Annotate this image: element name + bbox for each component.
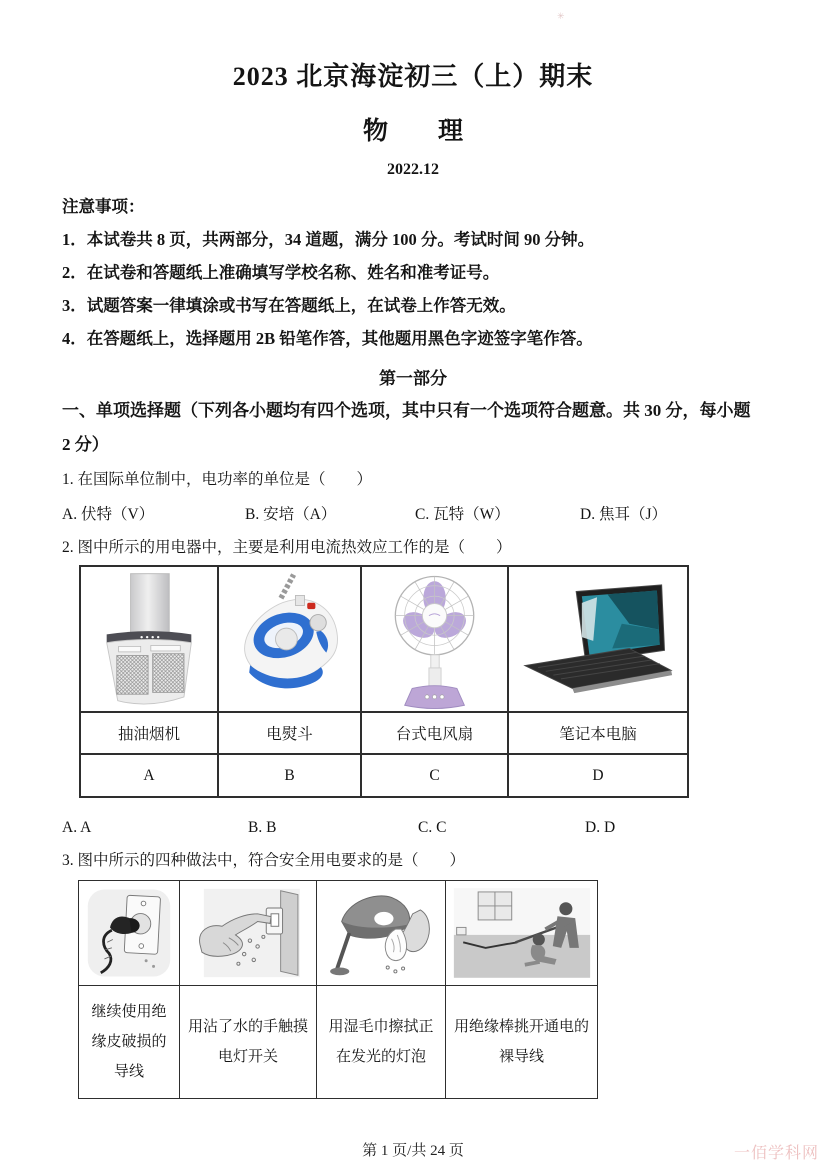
appliance-letter: C bbox=[361, 754, 508, 797]
question-1-options bbox=[62, 502, 764, 524]
wet-towel-wiping-lit-lamp-image bbox=[327, 885, 435, 981]
table-cell bbox=[317, 881, 446, 986]
page-content bbox=[0, 56, 826, 1099]
site-watermark: 一佰学科网 bbox=[733, 1145, 819, 1162]
practice-caption: 继续使用绝缘皮破损的导线 bbox=[79, 986, 180, 1099]
question-2-text: 2. 图中所示的用电器中，主要是利用电流热效应工作的是（ ） bbox=[62, 539, 512, 556]
practice-caption: 用沾了水的手触摸电灯开关 bbox=[180, 986, 317, 1099]
part1-heading: 第一部分 bbox=[379, 369, 447, 388]
scan-artifact-mark: ✳ bbox=[557, 11, 565, 21]
table-cell bbox=[508, 566, 688, 712]
table-cell bbox=[361, 566, 508, 712]
q1-option-a: A. 伏特（V） bbox=[62, 506, 155, 523]
table-cell bbox=[79, 881, 180, 986]
section-title-line2: 2 分） bbox=[62, 435, 109, 454]
table-cell bbox=[218, 566, 361, 712]
subject-title: 物 理 bbox=[362, 118, 463, 145]
wet-hand-touching-switch-image bbox=[187, 885, 309, 981]
q1-option-d: D. 焦耳（J） bbox=[580, 506, 667, 523]
insulated-rod-lifting-live-wire-image bbox=[452, 885, 592, 981]
question-3-table bbox=[78, 880, 598, 1099]
note-item-4: 4．在答题纸上，选择题用 2B 铅笔作答，其他题用黑色字迹签字笔作答。 bbox=[62, 329, 593, 348]
q2-answer-a: A. A bbox=[62, 819, 92, 836]
table-cell bbox=[446, 881, 598, 986]
q2-answer-b: B. B bbox=[248, 819, 277, 836]
q1-option-b: B. 安培（A） bbox=[245, 506, 337, 523]
appliance-letter: D bbox=[508, 754, 688, 797]
section-title-line1: 一、单项选择题（下列各小题均有四个选项，其中只有一个选项符合题意。共 30 分，每小题 bbox=[62, 401, 751, 420]
page-number: 第 1 页/共 24 页 bbox=[362, 1143, 464, 1159]
question-3-text: 3. 图中所示的四种做法中，符合安全用电要求的是（ ） bbox=[62, 852, 466, 869]
appliance-label: 笔记本电脑 bbox=[508, 712, 688, 754]
desk-fan-image bbox=[386, 569, 484, 709]
table-cell bbox=[80, 566, 218, 712]
electric-iron-image bbox=[226, 571, 354, 707]
appliance-label: 抽油烟机 bbox=[80, 712, 218, 754]
note-item-3: 3．试题答案一律填涂或书写在答题纸上，在试卷上作答无效。 bbox=[62, 296, 516, 315]
laptop-image bbox=[517, 582, 679, 696]
appliance-label: 电熨斗 bbox=[218, 712, 361, 754]
question-1-text: 1. 在国际单位制中，电功率的单位是（ ） bbox=[62, 471, 373, 488]
appliance-letter: B bbox=[218, 754, 361, 797]
plug-with-damaged-wire-image bbox=[85, 885, 173, 981]
practice-caption: 用绝缘棒挑开通电的裸导线 bbox=[446, 986, 598, 1099]
table-cell bbox=[180, 881, 317, 986]
appliance-letter: A bbox=[80, 754, 218, 797]
practice-caption: 用湿毛巾擦拭正在发光的灯泡 bbox=[317, 986, 446, 1099]
range-hood-image bbox=[93, 570, 205, 708]
q2-answer-d: D. D bbox=[585, 819, 616, 836]
exam-date: 2022.12 bbox=[387, 161, 439, 178]
page-title: 2023 北京海淀初三（上）期末 bbox=[232, 62, 594, 91]
note-item-2: 2．在试卷和答题纸上准确填写学校名称、姓名和准考证号。 bbox=[62, 263, 500, 282]
appliance-label: 台式电风扇 bbox=[361, 712, 508, 754]
question-2-answers bbox=[62, 819, 764, 837]
notes-heading: 注意事项： bbox=[62, 197, 145, 216]
question-2-table bbox=[79, 565, 689, 798]
note-item-1: 1．本试卷共 8 页，共两部分，34 道题，满分 100 分。考试时间 90 分钟。 bbox=[62, 230, 595, 249]
q2-answer-c: C. C bbox=[418, 819, 447, 836]
q1-option-c: C. 瓦特（W） bbox=[415, 506, 510, 523]
